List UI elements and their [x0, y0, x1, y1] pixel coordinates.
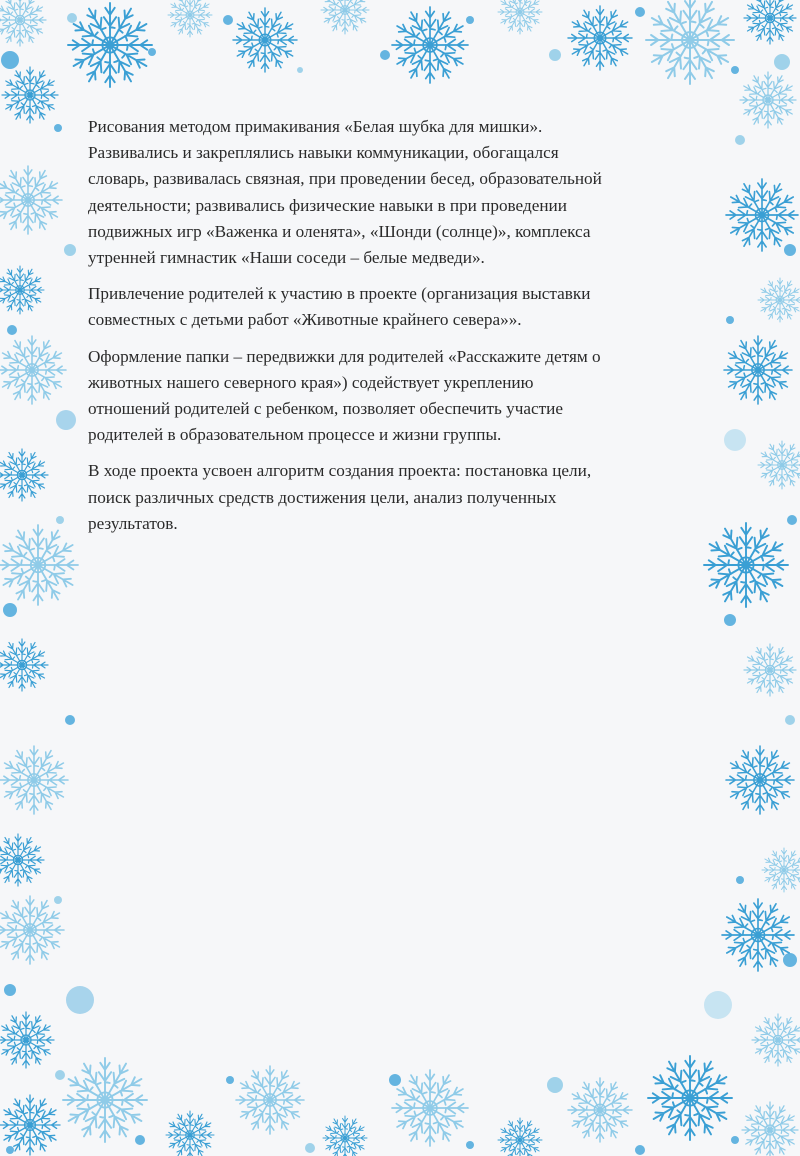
text-line: животных нашего северного края») содействует укреплению — [88, 372, 534, 392]
snow-dot — [784, 244, 796, 256]
text-line: поиск различных средств достижения цели, анализ полученных — [88, 487, 557, 507]
snowflake-icon — [704, 523, 788, 607]
text-line: родителей в образовательном процессе и жизни группы. — [88, 425, 502, 445]
snow-dot — [148, 48, 156, 56]
snow-dot — [3, 603, 17, 617]
snowflake-icon — [166, 1111, 214, 1156]
snow-dot — [724, 614, 736, 626]
snow-dot — [731, 66, 739, 74]
snow-dot — [466, 1141, 474, 1149]
snow-dot — [55, 1070, 65, 1080]
snow-dot — [635, 1145, 645, 1155]
snow-dot — [380, 50, 390, 60]
snowflake-icon — [0, 1095, 60, 1155]
paragraph-3 — [88, 344, 714, 449]
snowflake-icon — [744, 644, 796, 696]
snow-dot — [783, 953, 797, 967]
snow-dot — [64, 244, 76, 256]
snow-dot — [305, 1143, 315, 1153]
snow-dot — [223, 15, 233, 25]
snowflake-icon — [726, 746, 794, 814]
snowflake-icon — [752, 1014, 800, 1066]
snowflake-icon — [0, 266, 44, 314]
snow-dot — [787, 515, 797, 525]
snowflake-icon — [392, 7, 468, 83]
snow-dot — [704, 991, 732, 1019]
text-line: подвижных игр «Важенка и оленята», «Шонди (солнце)», комплекса — [88, 221, 591, 241]
snowflake-icon — [646, 0, 734, 84]
snowflake-icon — [2, 67, 58, 123]
snowflake-icon — [168, 0, 212, 37]
snow-dot — [54, 896, 62, 904]
snow-dot — [726, 316, 734, 324]
paragraph-1 — [88, 114, 714, 271]
snowflake-icon — [0, 896, 64, 964]
snow-dot — [297, 67, 303, 73]
text-line: словарь, развивалась связная, при проведении бесед, образовательной — [88, 169, 602, 189]
snowflake-icon — [740, 72, 796, 128]
text-line: результатов. — [88, 513, 178, 533]
snowflake-icon — [0, 0, 46, 46]
snowflake-icon — [0, 525, 78, 605]
snowflake-icon — [0, 166, 62, 234]
snow-dot — [56, 410, 76, 430]
snowflake-icon — [0, 746, 68, 814]
text-line: Привлечение родителей к участию в проекте (организация выставки — [88, 284, 591, 304]
snow-dot — [66, 986, 94, 1014]
snowflake-icon — [63, 1058, 147, 1142]
snowflake-icon — [0, 449, 48, 501]
text-line: деятельности; развивались физические навыки в при проведении — [88, 195, 567, 215]
text-line: Оформление папки – передвижки для родителей «Расскажите детям о — [88, 346, 601, 366]
snow-dot — [1, 51, 19, 69]
snow-dot — [65, 715, 75, 725]
snowflake-icon — [744, 0, 796, 44]
snow-dot — [736, 876, 744, 884]
snow-dot — [774, 54, 790, 70]
snow-dot — [4, 984, 16, 996]
snowflake-icon — [568, 6, 632, 70]
snow-dot — [226, 1076, 234, 1084]
snow-dot — [735, 135, 745, 145]
snowflake-icon — [498, 1118, 542, 1156]
snowflake-icon — [568, 1078, 632, 1142]
snow-dot — [135, 1135, 145, 1145]
snowflake-icon — [392, 1070, 468, 1146]
snowflake-icon — [321, 0, 369, 34]
snow-dot — [466, 16, 474, 24]
text-line: Рисования методом примакивания «Белая шубка для мишки». — [88, 117, 543, 136]
snow-dot — [56, 516, 64, 524]
snow-dot — [6, 1146, 14, 1154]
text-line: В ходе проекта усвоен алгоритм создания проекта: постановка цели, — [88, 461, 592, 481]
snow-dot — [547, 1077, 563, 1093]
snowflake-icon — [0, 834, 44, 886]
snowflake-icon — [323, 1116, 367, 1156]
snowflake-icon — [68, 3, 152, 87]
snowflake-icon — [762, 848, 800, 892]
snowflake-icon — [0, 1012, 54, 1068]
snowflake-icon — [0, 336, 66, 404]
snowflake-icon — [498, 0, 542, 34]
snowflake-icon — [758, 278, 800, 322]
paragraph-2 — [88, 281, 714, 333]
snow-dot — [54, 124, 62, 132]
text-line: совместных с детьми работ «Животные крайнего севера»». — [88, 310, 522, 330]
snow-dot — [7, 325, 17, 335]
snowflake-icon — [233, 8, 297, 72]
snow-dot — [635, 7, 645, 17]
snow-dot — [785, 715, 795, 725]
snowflake-icon — [726, 179, 798, 251]
paragraph-4 — [88, 458, 714, 537]
snow-dot — [724, 429, 746, 451]
document-body — [88, 114, 714, 547]
snow-dot — [67, 13, 77, 23]
snowflake-icon — [742, 1102, 798, 1156]
text-line: утренней гимнастик «Наши соседи – белые медведи». — [88, 248, 485, 268]
text-line: Развивались и закреплялись навыки коммуникации, обогащался — [88, 143, 559, 163]
snowflake-icon — [236, 1066, 304, 1134]
snowflake-icon — [724, 336, 792, 404]
snowflake-icon — [758, 441, 800, 489]
snow-dot — [731, 1136, 739, 1144]
snowflake-icon — [648, 1056, 732, 1140]
snowflake-icon — [0, 639, 48, 691]
text-line: отношений родителей с ребенком, позволяет обеспечить участие — [88, 399, 563, 419]
snow-dot — [389, 1074, 401, 1086]
snow-dot — [549, 49, 561, 61]
